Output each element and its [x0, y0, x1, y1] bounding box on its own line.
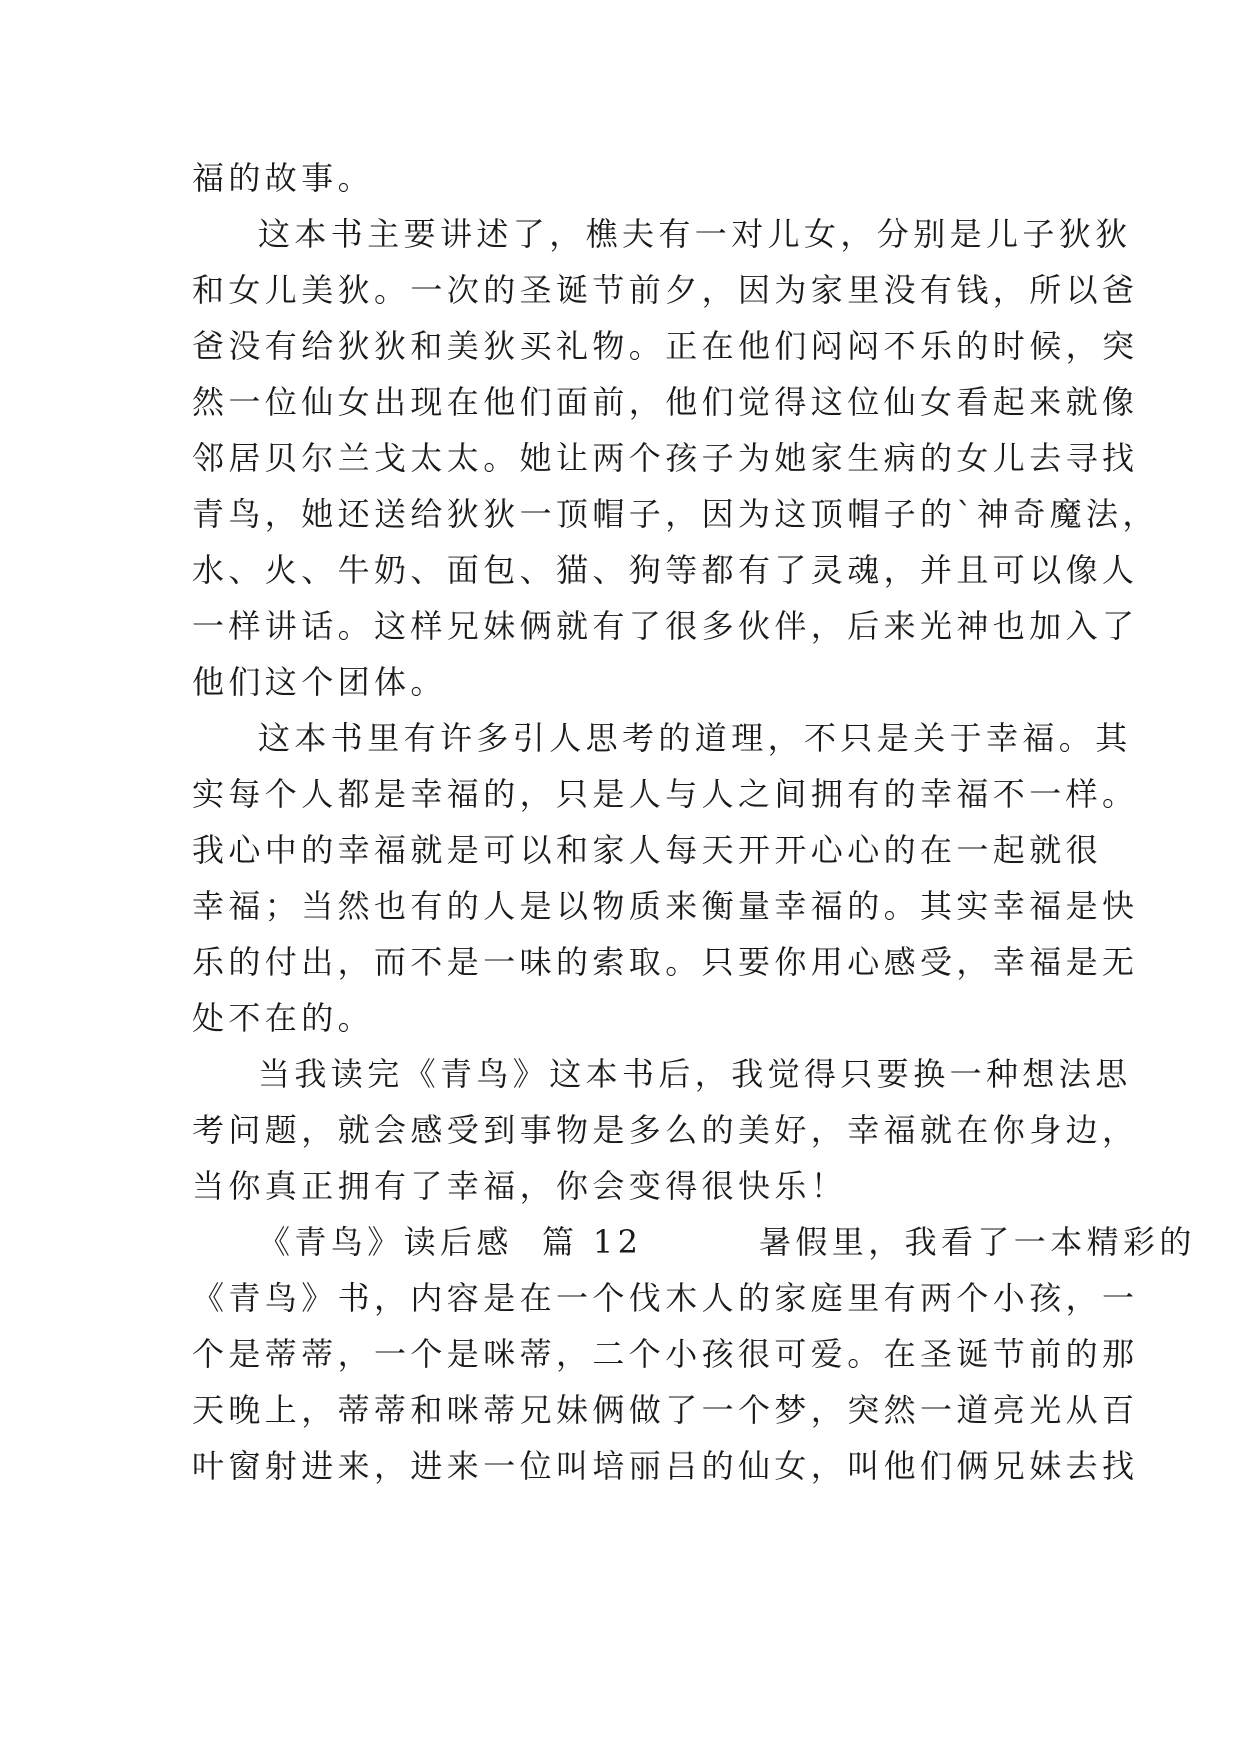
- text-line: 个是蒂蒂，一个是咪蒂，二个小孩很可爱。在圣诞节前的那: [192, 1335, 1139, 1373]
- text-line: 实每个人都是幸福的，只是人与人之间拥有的幸福不一样。: [192, 775, 1139, 813]
- text-line: 《青鸟》书，内容是在一个伐木人的家庭里有两个小孩，一: [192, 1279, 1139, 1317]
- text-line: 考问题，就会感受到事物是多么的美好，幸福就在你身边，: [192, 1111, 1139, 1149]
- body-text: [192, 150, 1196, 1494]
- text-line: 这本书主要讲述了，樵夫有一对儿女，分别是儿子狄狄: [258, 215, 1132, 253]
- text-line: 叶窗射进来，进来一位叫培丽吕的仙女，叫他们俩兄妹去找: [192, 1447, 1139, 1485]
- text-line: 他们这个团体。: [192, 663, 447, 701]
- text-line: 和女儿美狄。一次的圣诞节前夕，因为家里没有钱，所以爸: [192, 271, 1139, 309]
- text-line: 天晚上，蒂蒂和咪蒂兄妹俩做了一个梦，突然一道亮光从百: [192, 1391, 1139, 1429]
- text-line: 一样讲话。这样兄妹俩就有了很多伙伴，后来光神也加入了: [192, 607, 1139, 645]
- text-line: 幸福；当然也有的人是以物质来衡量幸福的。其实幸福是快: [192, 887, 1139, 925]
- text-line: 处不在的。: [192, 999, 375, 1037]
- text-line: 乐的付出，而不是一味的索取。只要你用心感受，幸福是无: [192, 943, 1139, 981]
- section-heading-line: 《青鸟》读后感 篇 12 暑假里，我看了一本精彩的: [258, 1223, 1196, 1261]
- text-line: 水、火、牛奶、面包、猫、狗等都有了灵魂，并且可以像人: [192, 551, 1139, 589]
- text-line: 青鸟，她还送给狄狄一顶帽子，因为这顶帽子的`神奇魔法，: [192, 495, 1159, 533]
- text-line: 当我读完《青鸟》这本书后，我觉得只要换一种想法思: [258, 1055, 1132, 1093]
- text-line: 这本书里有许多引人思考的道理，不只是关于幸福。其: [258, 719, 1132, 757]
- text-line: 当你真正拥有了幸福，你会变得很快乐！: [192, 1167, 848, 1205]
- text-line: 爸没有给狄狄和美狄买礼物。正在他们闷闷不乐的时候，突: [192, 327, 1139, 365]
- text-line: 福的故事。: [192, 159, 375, 197]
- text-line: 邻居贝尔兰戈太太。她让两个孩子为她家生病的女儿去寻找: [192, 439, 1139, 477]
- text-line: 然一位仙女出现在他们面前，他们觉得这位仙女看起来就像: [192, 383, 1139, 421]
- text-line: 我心中的幸福就是可以和家人每天开开心心的在一起就很: [192, 831, 1103, 869]
